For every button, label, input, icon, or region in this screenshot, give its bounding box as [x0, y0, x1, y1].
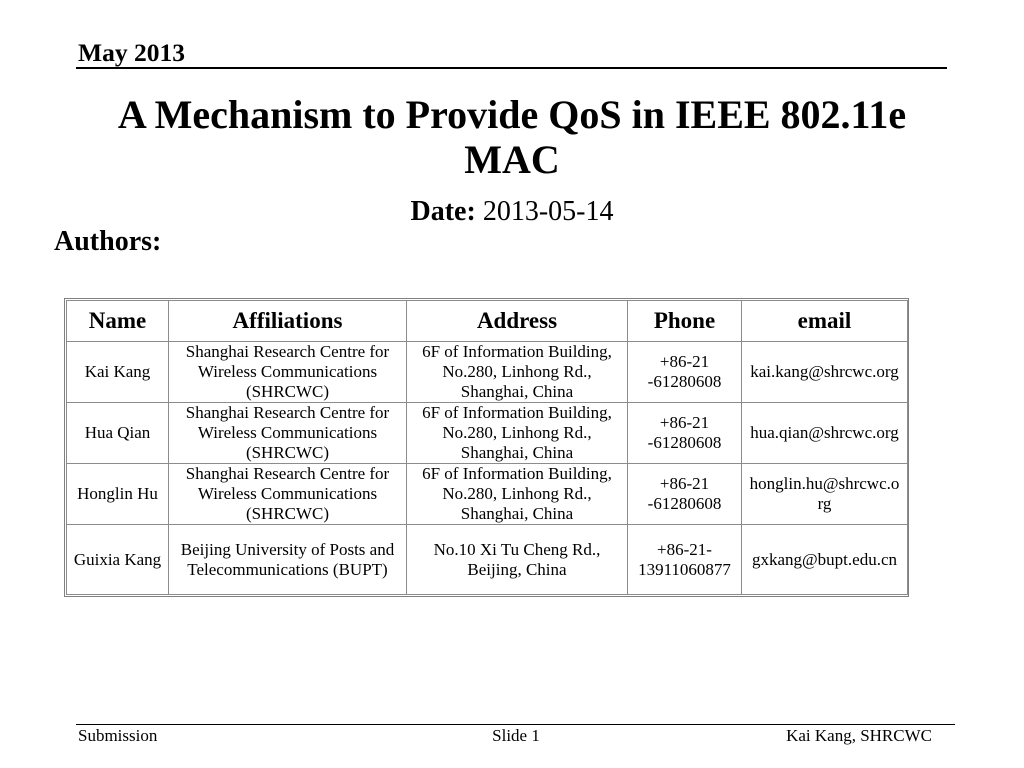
column-header-affiliations: Affiliations [169, 301, 407, 342]
author-phone-cell [628, 464, 742, 525]
author-address-cell: 6F of Information Building, No.280, Linhong Rd., Shanghai, China [407, 403, 628, 464]
author-affiliation-cell: Shanghai Research Centre for Wireless Communications (SHRCWC) [169, 464, 407, 525]
date-value: 2013-05-14 [482, 196, 614, 227]
column-header-name: Name [67, 301, 169, 342]
author-address-cell: 6F of Information Building, No.280, Linhong Rd., Shanghai, China [407, 464, 628, 525]
table-row [67, 464, 908, 525]
authors-table [64, 298, 909, 597]
author-email: honglin.hu@shrcwc.org [749, 474, 900, 513]
author-address-cell: 6F of Information Building, No.280, Linhong Rd., Shanghai, China [407, 342, 628, 403]
phone-line: +86-21 [659, 413, 710, 432]
column-header-phone: Phone [628, 301, 742, 342]
author-phone-cell [628, 342, 742, 403]
author-name-cell: Hua Qian [67, 403, 169, 464]
date-label: Date: [410, 196, 476, 227]
author-affiliation-cell: Shanghai Research Centre for Wireless Communications (SHRCWC) [169, 403, 407, 464]
phone-line: -61280608 [647, 494, 722, 513]
authors-heading: Authors: [54, 226, 162, 257]
author-affiliation-cell: Beijing University of Posts and Telecommunications (BUPT) [169, 525, 407, 595]
authors-table-grid [66, 300, 908, 595]
column-header-address: Address [407, 301, 628, 342]
author-name-cell: Honglin Hu [67, 464, 169, 525]
author-phone-cell [628, 525, 742, 595]
author-email: kai.kang@shrcwc.org [750, 362, 899, 381]
header-date: May 2013 [78, 38, 185, 67]
phone-line: -61280608 [647, 433, 722, 452]
footer-author: Kai Kang, SHRCWC [786, 726, 932, 745]
column-header-email: email [742, 301, 908, 342]
slide-title: A Mechanism to Provide QoS in IEEE 802.11e MAC [117, 92, 907, 182]
table-row [67, 403, 908, 464]
date-line [0, 196, 1024, 228]
header-rule [76, 67, 947, 69]
footer-submission: Submission [78, 726, 158, 745]
footer-slide-number: Slide 1 [492, 726, 540, 745]
author-name-cell: Guixia Kang [67, 525, 169, 595]
table-row [67, 525, 908, 595]
author-email-cell [742, 342, 908, 403]
phone-line: 13911060877 [638, 559, 731, 579]
footer-rule [76, 724, 955, 725]
phone-line: +86-21- [657, 539, 712, 559]
phone-line: +86-21 [659, 352, 710, 371]
phone-line: +86-21 [659, 474, 710, 493]
author-email-cell [742, 403, 908, 464]
author-address-cell: No.10 Xi Tu Cheng Rd., Beijing, China [407, 525, 628, 595]
author-email: hua.qian@shrcwc.org [750, 423, 899, 442]
author-name-cell: Kai Kang [67, 342, 169, 403]
author-affiliation-cell: Shanghai Research Centre for Wireless Communications (SHRCWC) [169, 342, 407, 403]
table-header-row [67, 301, 908, 342]
author-email-cell [742, 464, 908, 525]
author-email-cell [742, 525, 908, 595]
table-row [67, 342, 908, 403]
phone-line: -61280608 [647, 372, 722, 391]
author-email: gxkang@bupt.edu.cn [751, 549, 897, 569]
author-phone-cell [628, 403, 742, 464]
